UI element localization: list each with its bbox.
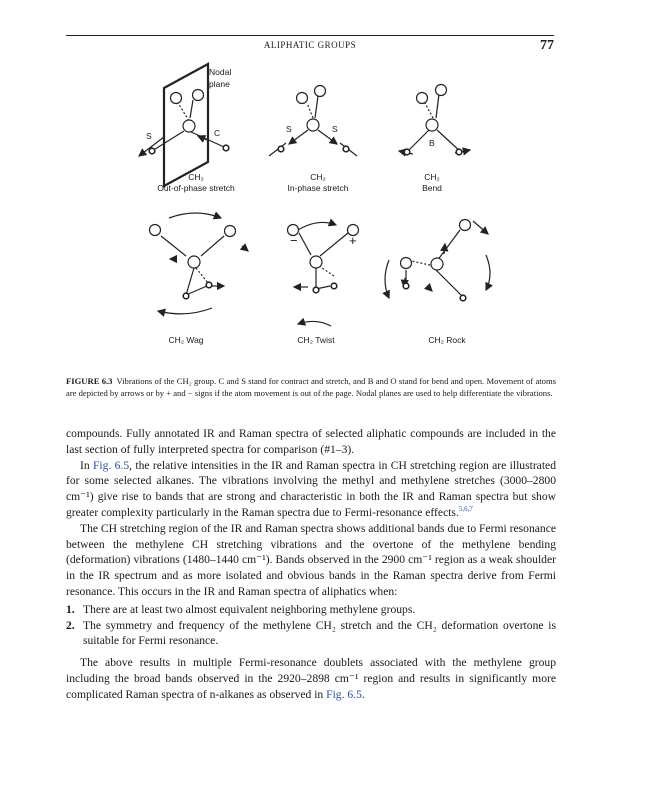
label-plus-twist: + [349, 233, 357, 248]
twist-molecule [288, 222, 359, 326]
label-s-oop: S [146, 131, 152, 141]
caption-text: Vibrations of the CH₂ group. C and S stand for contract and stretch, and B and O stand for bend and open. Movement of atoms are depicted by arrows or by + and − signs if the atom movement is out of the page. Nodal planes are used to help differentiate the vibrations. [66, 376, 556, 398]
figure-caption [66, 375, 556, 399]
page-number: 77 [540, 38, 554, 53]
paragraph-1: compounds. Fully annotated IR and Raman spectra of selected aliphatic compounds are included in the last section of fully interpreted spectra for comparison (#1–3). [66, 427, 556, 456]
oop-stretch-title: CH₂ [188, 172, 204, 182]
ip-stretch-molecule [269, 86, 357, 157]
label-s-ip-right: S [332, 124, 338, 134]
paragraph-2 [66, 458, 556, 521]
p4-end: . [361, 687, 365, 701]
paragraph-4 [66, 655, 556, 702]
bend-subtitle: Bend [422, 183, 442, 193]
nodal-plane-label: Nodal plane [209, 67, 232, 89]
caption-label: FIGURE 6.3 [66, 376, 113, 386]
p2-pre: In [80, 458, 93, 472]
label-b-bend: B [429, 138, 435, 148]
fig-6-5-link-2[interactable]: Fig. 6.5 [326, 687, 362, 701]
oop-stretch-subtitle: Out-of-phase stretch [157, 183, 235, 193]
list-item [66, 602, 556, 618]
figure-6-3 [66, 58, 554, 358]
list-item-text: There are at least two almost equivalent neighboring methylene groups. [83, 602, 416, 616]
wag-molecule [150, 213, 249, 314]
conditions-list [66, 602, 556, 649]
fig-6-5-link[interactable]: Fig. 6.5 [92, 458, 130, 472]
twist-label: CH₂ Twist [297, 335, 335, 345]
label-c-oop: C [214, 128, 221, 138]
list-item-number: 2. [66, 618, 75, 632]
label-minus-twist: − [290, 233, 298, 248]
bend-title: CH₂ [424, 172, 440, 182]
vibration-diagram [66, 58, 554, 358]
p2-text: , the relative intensities in the IR and Raman spectra in CH stretching region are illustrated for some selected alkanes. The vibrations involving the methyl and methylene stretches (3000–2800 cm⁻¹) give rise to bands that are strong and characteristic in both the IR and Raman spectra but show greater complexity particularly in the Raman spectra due to Fermi-resonance effects. [66, 458, 556, 519]
paragraph-3: The CH stretching region of the IR and Raman spectra shows additional bands due to Fermi resonance between the methylene CH stretching vibrations and the overtone of the methylene bending (deformation) vibrations (1480–1440 cm⁻¹). Bands observed in the 2900 cm⁻¹ region as a weak shoulder in the IR spectrum and as more isolated and obvious bands in the Raman spectra derive from Fermi resonance. This occurs in the IR and Raman spectra of aliphatics when: [66, 521, 556, 598]
list-item [66, 618, 556, 650]
label-s-ip-left: S [286, 124, 292, 134]
running-head: ALIPHATIC GROUPS [263, 40, 357, 50]
body-text [66, 426, 556, 703]
reference-superscript[interactable]: 5,6,7 [458, 505, 473, 514]
ip-stretch-subtitle: In-phase stretch [287, 183, 349, 193]
wag-label: CH₂ Wag [168, 335, 204, 345]
rock-label: CH₂ Rock [428, 335, 466, 345]
ip-stretch-title: CH₂ [310, 172, 326, 182]
list-item-number: 1. [66, 602, 75, 616]
list-item-text: The symmetry and frequency of the methylene CH₂ stretch and the CH₂ deformation overtone is suitable for Fermi resonance. [83, 618, 556, 648]
rock-molecule [385, 220, 490, 301]
header-rule [66, 35, 554, 36]
p4-text: The above results in multiple Fermi-resonance doublets associated with the methylene group including the broad bands observed in the 2920–2898 cm⁻¹ region and results in significantly more complicated Raman spectra of n-alkanes as observed in [66, 656, 556, 701]
